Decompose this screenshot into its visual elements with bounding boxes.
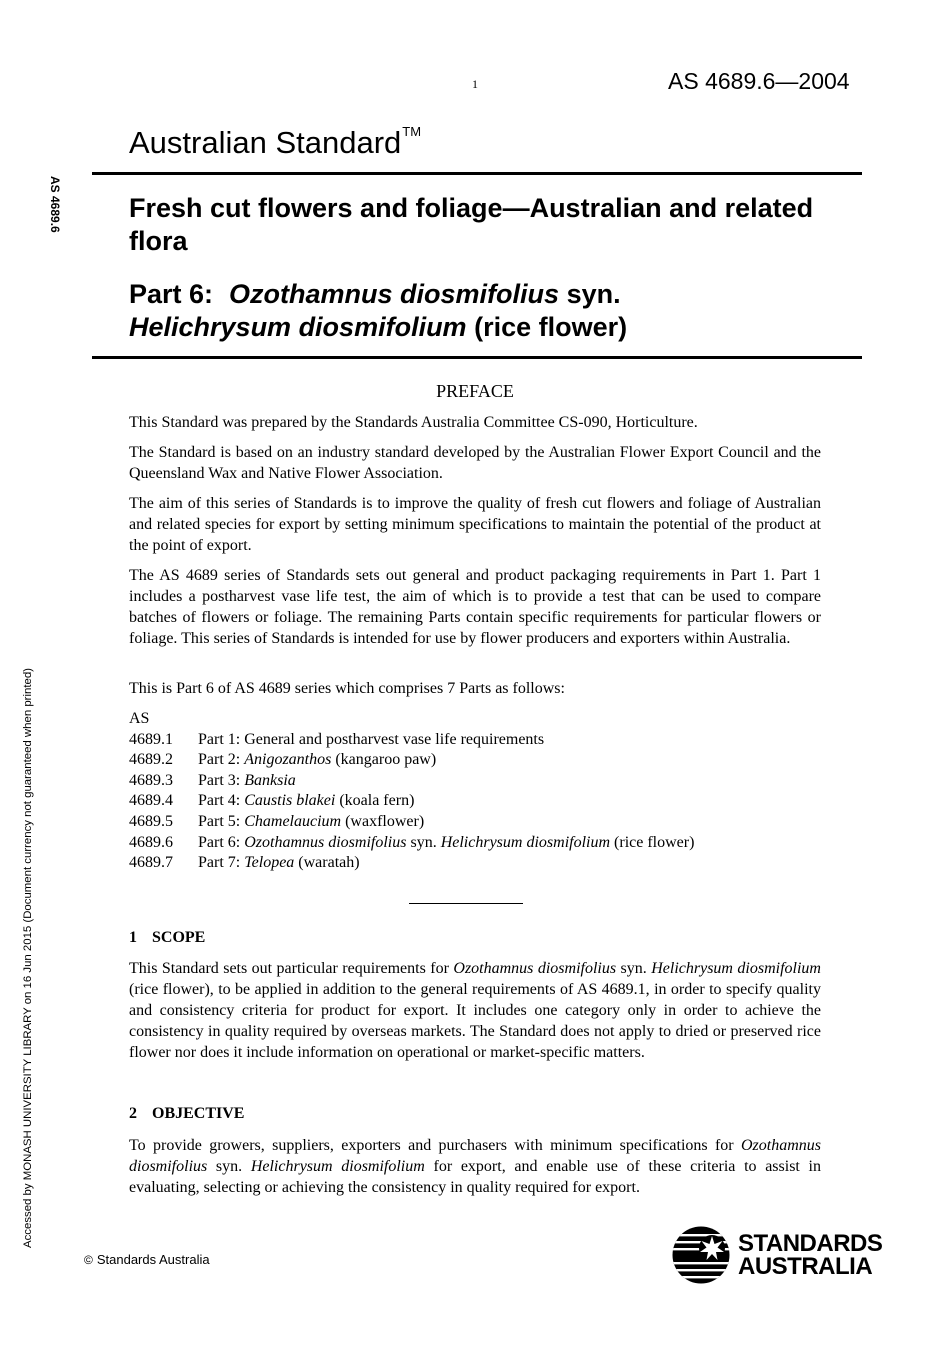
preface-heading: PREFACE [436,381,514,401]
standard-number: AS 4689.6—2004 [668,68,850,94]
standards-australia-star-icon [672,1226,730,1284]
part-label: Part 7: [198,854,241,872]
part-common-name: (waratah) [294,854,360,872]
part-title: General and postharvest vase life requirements [244,730,545,748]
part-number: 4689.6 [129,833,173,851]
objective-paragraph [129,1135,821,1198]
part-number: 4689.3 [129,771,173,789]
preface-paragraph-5: This is Part 6 of AS 4689 series which comprises 7 Parts as follows: [129,680,565,697]
scope-text-rest: (rice flower), to be applied in addition to the general requirements of AS 4689.1, in order to specify quality and consistency criteria for product for export. It includes one category only in order to achieve the consistency in quality required by overseas markets. The Standard does not apply to dried or preserved rice flower nor does it include information on operational or market-specific matters. [129,981,821,1061]
list-item [129,791,694,812]
objective-species-synonym: Helichrysum diosmifolium [250,1158,425,1175]
part-species-synonym: Helichrysum diosmifolium [440,833,611,851]
standards-australia-logo [672,1226,883,1284]
part-label: Part 3: [198,771,241,789]
section-title: OBJECTIVE [152,1105,245,1122]
list-item [129,771,694,792]
list-item [129,812,694,833]
section-title: SCOPE [152,929,206,946]
list-item [129,833,694,854]
objective-text-lead: To provide growers, suppliers, exporters and purchasers with minimum specifications for [129,1137,741,1154]
list-item [129,730,694,751]
logo-line-1: STANDARDS [738,1230,883,1257]
part-common-name: (kangaroo paw) [331,751,437,769]
objective-heading [129,1105,244,1123]
part-syn: syn. [559,279,621,309]
part-species-synonym: Helichrysum diosmifolium [129,312,467,342]
part-label: Part 5: [198,812,241,830]
part-species: Caustis blakei [244,792,336,810]
list-item [129,853,694,874]
trademark-mark: TM [402,124,422,139]
preface-paragraph-3: The aim of this series of Standards is to improve the quality of fresh cut flowers and foliage of Australian and related species for export by setting minimum specifications to maintain the potential of the product at the point of export. [129,495,821,554]
part-syn: syn. [406,833,441,851]
part-label: Part 2: [198,751,241,769]
objective-species: Ozothamnus diosmifolius [129,1137,821,1175]
part-number: 4689.7 [129,854,173,872]
logo-line-2: AUSTRALIA [738,1253,873,1280]
section-number: 2 [129,1105,137,1122]
part-species: Chamelaucium [244,812,342,830]
part-species: Banksia [244,771,296,789]
document-title: Fresh cut flowers and foliage—Australian and related flora [129,193,814,256]
part-label: Part 6: [198,833,241,851]
preface-paragraph-4: The AS 4689 series of Standards sets out general and product packaging requirements in Part 1. Part 1 includes a postharvest vase life test, the aim of which is to provide a test that can be used to compare batches of flowers or foliage. The remaining Parts contain specific requirements for particular flowers or foliage. This series of Standards is intended for use by flower producers and exporters within Australia. [129,567,821,647]
parts-list [129,709,694,874]
access-notice: Accessed by MONASH UNIVERSITY LIBRARY on 16 Jun 2015 (Document currency not guaranteed when printed) [22,668,34,1248]
part-species: Telopea [244,854,295,872]
part-label: Part 1: [198,730,241,748]
section-divider [409,903,523,904]
objective-text-rest: for export, and enable use of these criteria to assist in evaluating, selecting or achieving the consistency in quality required for export. [129,1158,821,1196]
scope-paragraph [129,958,821,1063]
part-common-name: (waxflower) [341,812,425,830]
parts-list-prefix: AS [129,710,150,727]
copyright-notice [84,1252,210,1267]
scope-species: Ozothamnus diosmifolius [453,960,617,977]
objective-syn: syn. [207,1158,251,1175]
part-title [129,278,849,344]
list-item [129,750,694,771]
part-species-name: Ozothamnus diosmifolius [229,279,560,309]
part-common-name: (koala fern) [335,792,415,810]
brand-heading [129,124,421,161]
scope-species-synonym: Helichrysum diosmifolium [651,960,821,977]
part-number: 4689.4 [129,792,173,810]
spine-label: AS 4689.6 [48,176,62,233]
copyright-icon: © [84,1253,93,1267]
part-number: 4689.5 [129,812,173,830]
part-label: Part 6: [129,279,214,309]
title-bottom-rule [92,356,862,359]
section-number: 1 [129,929,137,946]
part-species: Ozothamnus diosmifolius [244,833,407,851]
part-common-name: (rice flower) [466,312,628,342]
part-number: 4689.2 [129,751,173,769]
copyright-text: Standards Australia [96,1252,210,1267]
brand-text: Australian Standard [129,125,402,160]
preface-paragraph-1: This Standard was prepared by the Standards Australia Committee CS-090, Horticulture. [129,414,698,431]
page-number: 1 [472,77,478,91]
scope-text-lead: This Standard sets out particular requirements for [129,960,454,977]
scope-heading [129,929,205,947]
part-common-name: (rice flower) [610,833,695,851]
part-label: Part 4: [198,792,241,810]
logo-wordmark [738,1232,882,1278]
scope-syn: syn. [616,960,652,977]
preface-paragraph-2: The Standard is based on an industry standard developed by the Australian Flower Export Council and the Queensland Wax and Native Flower Association. [129,444,821,482]
part-species: Anigozanthos [244,751,332,769]
part-number: 4689.1 [129,730,173,748]
top-rule [92,172,862,175]
